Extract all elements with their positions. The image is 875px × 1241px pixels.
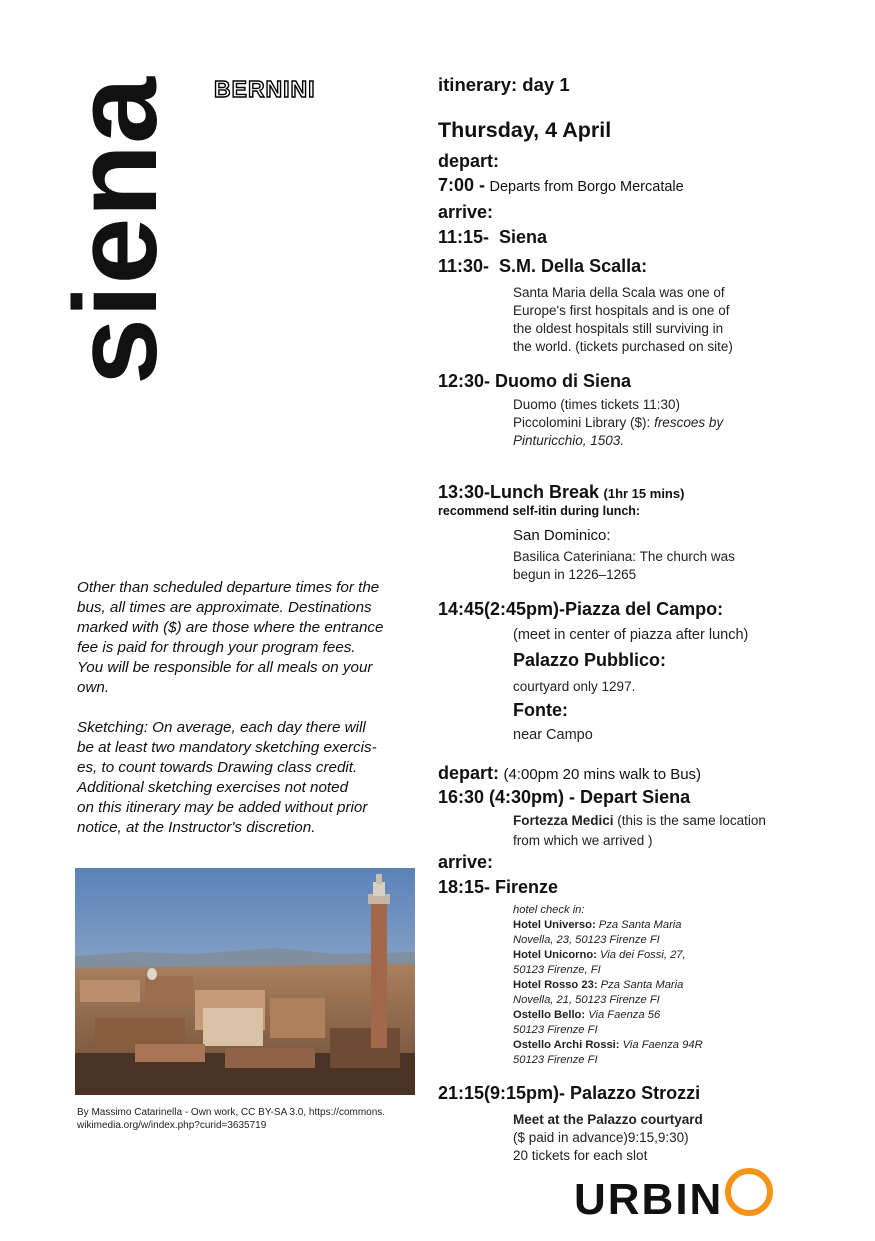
hotel-line xyxy=(513,1008,703,1023)
city-title-text: siena xyxy=(50,83,182,385)
fonte-desc: near Campo xyxy=(513,727,593,743)
duomo-desc xyxy=(513,396,723,450)
arrive2-label: arrive: xyxy=(438,852,494,872)
fortezza-desc xyxy=(513,811,766,851)
lunch-title: 13:30-Lunch Break xyxy=(438,482,600,502)
hotel-address: 50123 Firenze FI xyxy=(513,1054,598,1066)
city-title xyxy=(50,75,182,385)
hotel-intro: hotel check in: xyxy=(513,904,585,916)
depart-label: depart: xyxy=(438,151,500,171)
desc-line: Basilica Cateriniana: The church was xyxy=(513,549,735,564)
desc-italic: frescoes by xyxy=(654,415,724,430)
desc-line xyxy=(513,811,766,831)
depart2-title: 16:30 (4:30pm) - Depart Siena xyxy=(438,787,691,807)
urbino-logo xyxy=(574,1168,773,1225)
palazzo-desc: courtyard only 1297. xyxy=(513,679,636,694)
note-line: own. xyxy=(77,679,110,696)
depart-row xyxy=(438,175,684,196)
hotel-address: Pza Santa Maria xyxy=(598,919,682,931)
depart2-label: depart: xyxy=(438,763,500,783)
hotel-line xyxy=(513,978,703,993)
itinerary-header: itinerary: day 1 xyxy=(438,74,570,95)
dominico-title: San Dominico: xyxy=(513,527,611,544)
firenze-title: 18:15- Firenze xyxy=(438,877,559,897)
photo-credit xyxy=(77,1106,417,1132)
note-line: Sketching: On average, each day there will xyxy=(77,719,366,736)
desc-line: 20 tickets for each slot xyxy=(513,1148,648,1163)
campo-title: 14:45(2:45pm)-Piazza del Campo: xyxy=(438,599,724,619)
desc-bold: Fortezza Medici xyxy=(513,813,614,828)
hotel-line xyxy=(513,1038,703,1053)
credit-line: wikimedia.org/w/index.php?curid=3635719 xyxy=(77,1120,267,1131)
hotel-address: 50123 Firenze FI xyxy=(513,1024,598,1036)
note-line: Additional sketching exercises not noted xyxy=(77,779,349,796)
credit-line: By Massimo Catarinella - Own work, CC BY-SA 3.0, https://commons. xyxy=(77,1107,386,1118)
hotel-list xyxy=(513,903,703,1068)
hotel-address: Novella, 23, 50123 Firenze FI xyxy=(513,934,660,946)
note-line: on this itinerary may be added without prior xyxy=(77,799,368,816)
hotel-address: Via dei Fossi, 27, xyxy=(600,949,686,961)
strozzi-desc xyxy=(513,1111,703,1165)
depart2-note: (4:00pm 20 mins walk to Bus) xyxy=(503,766,702,783)
desc-line: Europe's first hospitals and is one of xyxy=(513,303,730,318)
hotel-address: Novella, 21, 50123 Firenze FI xyxy=(513,994,660,1006)
brand-label: BERNINI xyxy=(214,76,316,102)
logo-text: URBIN xyxy=(574,1175,724,1224)
hotel-line xyxy=(513,948,703,963)
desc-text: Piccolomini Library ($): xyxy=(513,415,651,430)
desc-line: from which we arrived ) xyxy=(513,833,653,848)
note-line: es, to count towards Drawing class credit. xyxy=(77,759,358,776)
desc-line: begun in 1226–1265 xyxy=(513,567,637,582)
desc-line xyxy=(513,414,723,432)
hotel-name: Ostello Bello: xyxy=(513,1009,586,1021)
hotel-name: Ostello Archi Rossi: xyxy=(513,1039,620,1051)
desc-line: Pinturicchio, 1503. xyxy=(513,433,625,448)
note-line: be at least two mandatory sketching exercis- xyxy=(77,739,377,756)
depart-time: 7:00 - xyxy=(438,175,486,195)
hotel-name: Hotel Unicorno: xyxy=(513,949,597,961)
dominico-desc xyxy=(513,548,735,584)
depart2-row xyxy=(438,763,701,784)
desc-line: ($ paid in advance)9:15,9:30) xyxy=(513,1130,689,1145)
note-line: notice, at the Instructor's discretion. xyxy=(77,819,316,836)
hotel-name: Hotel Universo: xyxy=(513,919,596,931)
note-line: Other than scheduled departure times for the xyxy=(77,579,380,596)
depart-text: Departs from Borgo Mercatale xyxy=(489,179,684,195)
siena-photo xyxy=(75,868,415,1095)
itinerary-date: Thursday, 4 April xyxy=(438,118,612,142)
desc-line: Meet at the Palazzo courtyard xyxy=(513,1112,703,1127)
schedule-note xyxy=(77,578,417,698)
campo-note: (meet in center of piazza after lunch) xyxy=(513,627,749,643)
arrive-label: arrive: xyxy=(438,202,494,222)
desc-line: Santa Maria della Scala was one of xyxy=(513,285,725,300)
desc-text: (this is the same location xyxy=(617,813,766,828)
duomo-title: 12:30- Duomo di Siena xyxy=(438,371,632,391)
palazzo-title: Palazzo Pubblico: xyxy=(513,650,667,670)
lunch-duration: (1hr 15 mins) xyxy=(603,486,685,501)
hotel-name: Hotel Rosso 23: xyxy=(513,979,598,991)
note-line: You will be responsible for all meals on your xyxy=(77,659,373,676)
hotel-address: Pza Santa Maria xyxy=(600,979,684,991)
note-line: fee is paid for through your program fees. xyxy=(77,639,356,656)
note-line: bus, all times are approximate. Destinations xyxy=(77,599,372,616)
desc-line: Duomo (times tickets 11:30) xyxy=(513,397,681,412)
scala-title: 11:30- S.M. Della Scalla: xyxy=(438,256,648,276)
sketching-note xyxy=(77,718,417,838)
logo-o-ring-icon xyxy=(725,1168,773,1216)
lunch-note: recommend self-itin during lunch: xyxy=(438,504,641,518)
note-line: marked with ($) are those where the entrance xyxy=(77,619,384,636)
hotel-address: Via Faenza 56 xyxy=(588,1009,661,1021)
strozzi-title: 21:15(9:15pm)- Palazzo Strozzi xyxy=(438,1083,701,1103)
hotel-line xyxy=(513,918,703,933)
hotel-address: Via Faenza 94R xyxy=(622,1039,703,1051)
lunch-row xyxy=(438,482,684,503)
hotel-address: 50123 Firenze, FI xyxy=(513,964,601,976)
fonte-title: Fonte: xyxy=(513,700,568,720)
siena-arrival: 11:15- Siena xyxy=(438,227,548,247)
scala-desc xyxy=(513,284,733,356)
desc-line: the oldest hospitals still surviving in xyxy=(513,321,724,336)
desc-line: the world. (tickets purchased on site) xyxy=(513,339,733,354)
